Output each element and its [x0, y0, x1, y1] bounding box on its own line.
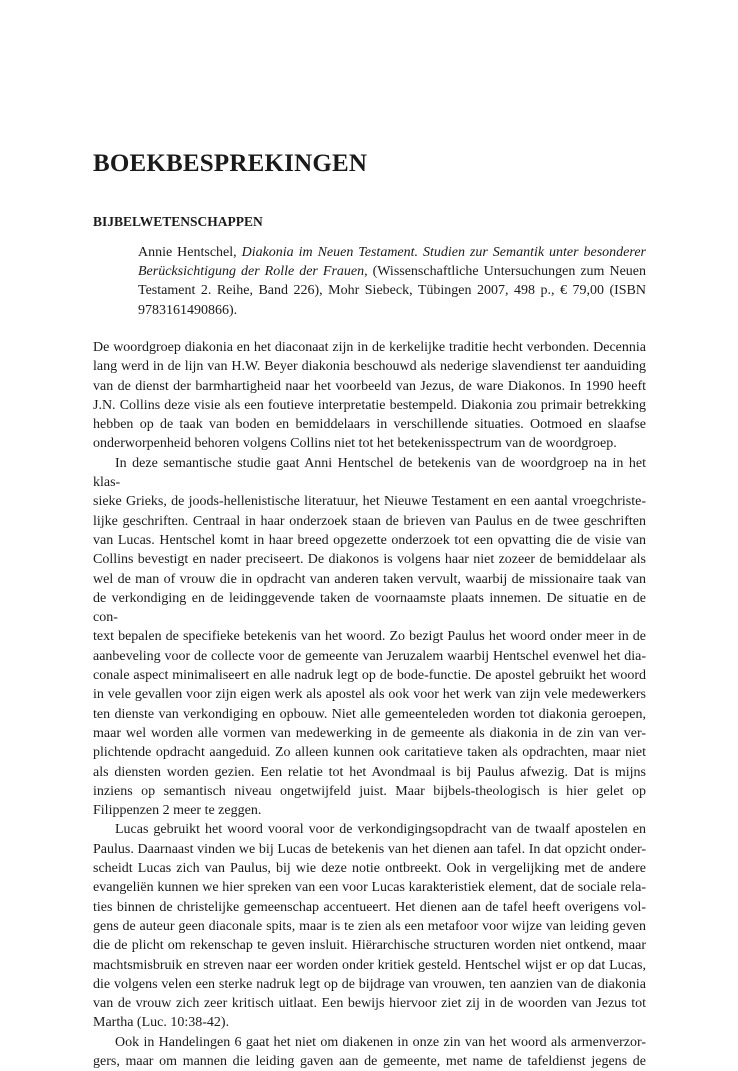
- body-line: in vele gevallen voor zijn eigen werk als apostel als ook voor het werk van zijn vele medewerkers: [93, 687, 646, 703]
- body-line: lang werd in de lijn van H.W. Beyer diakonia beschouwd als nederige slavendienst ter aanduiding: [93, 359, 646, 375]
- body-line: conale aspect minimaliseert en alle nadruk legt op de bode-functie. De apostel gebruikt het woord: [93, 668, 646, 684]
- body-line: inziens op semantisch niveau ongetwijfeld juist. Maar bijbels-theologisch is hier gelet op: [93, 783, 646, 799]
- citation-author: Annie Hentschel,: [138, 245, 242, 260]
- body-line: van de vrouw zich zeer kritisch uitlaat. Een bewijs hiervoor ziet zij in de woorden van Jezus tot: [93, 996, 646, 1012]
- body-line: die volgens velen een sterke nadruk legt op de bijdrage van vrouwen, ten aanzien van de diakonia: [93, 976, 646, 992]
- body-line: gens de auteur geen diaconale spits, maar is te zien als een metafoor voor wijze van leiding geven: [93, 918, 646, 934]
- body-line: De woordgroep diakonia en het diaconaat zijn in de kerkelijke traditie hecht verbonden. Decennia: [93, 340, 646, 355]
- citation-line: [138, 262, 646, 281]
- body-line: Martha (Luc. 10:38-42).: [93, 1015, 230, 1031]
- body-line: Collins bevestigt en nader preciseert. De diakonos is volgens haar niet zozeer de bemiddelaar als: [93, 552, 646, 568]
- body-line: Paulus. Daarnaast vinden we bij Lucas de betekenis van het dienen aan tafel. In dat opzicht onder-: [93, 841, 646, 857]
- review-body: [93, 338, 646, 1071]
- body-line: de verkondiging en de leidinggevende taken de voornaamste plaats innemen. De situatie en de con-: [93, 590, 646, 626]
- body-line: ten dienste van verkondiging en opbouw. Niet alle gemeenteleden worden tot diakonia geroepen,: [93, 706, 646, 722]
- body-line: In deze semantische studie gaat Anni Hentschel de betekenis van de woordgroep na in het klas-: [93, 455, 646, 491]
- body-line: Filippenzen 2 meer te zeggen.: [93, 803, 262, 819]
- section-title: BOEKBESPREKINGEN: [93, 150, 368, 177]
- body-line: text bepalen de specifieke betekenis van het woord. Zo bezigt Paulus het woord onder meer in de: [93, 629, 646, 645]
- citation-isbn: 9783161490866).: [138, 302, 238, 318]
- body-line: van Lucas. Hentschel komt in haar breed opgezette onderzoek tot een opvatting die de visie van: [93, 532, 646, 548]
- citation-series: , (Wissenschaftliche Untersuchungen zum Neuen: [364, 264, 646, 280]
- body-line: lijke geschriften. Centraal in haar onderzoek staan de brieven van Paulus en de twee geschriften: [93, 513, 646, 529]
- body-line: J.N. Collins deze visie als een foutieve interpretatie bestempeld. Diakonia zou primair betrekking: [93, 397, 646, 413]
- body-line: plichtende opdracht aangeduid. Zo alleen kunnen ook caritatieve taken als opdrachten, maar niet: [93, 745, 646, 761]
- body-line: evangeliën kunnen we hier spreken van een voor Lucas karakteristiek element, dat de sociale rela-: [93, 880, 646, 896]
- citation-title-part2: Berücksichtigung der Rolle der Frauen: [138, 264, 365, 280]
- book-citation: [138, 243, 646, 320]
- body-line: Lucas gebruikt het woord vooral voor de verkondigingsopdracht van de twaalf apostelen en: [115, 822, 646, 838]
- body-line: onderworpenheid behoren volgens Collins niet tot het betekenisspectrum van de woordgroep.: [93, 436, 617, 452]
- body-line: hebben op de taak van boden en bemiddelaars in verschillende situaties. Ootmoed en slaafse: [93, 417, 646, 433]
- body-line: Ook in Handelingen 6 gaat het niet om diakenen in onze zin van het woord als armenverzor-: [115, 1034, 646, 1050]
- body-line: aanbeveling voor de collecte voor de gemeente van Jeruzalem waarbij Hentschel evenwel het dia-: [93, 648, 646, 664]
- body-line: maar wel worden alle vormen van medewerking in de gemeente als diakonia in de zin van ver-: [93, 725, 646, 741]
- body-line: van de dienst der barmhartigheid naar het voorbeeld van Jezus, de ware Diakonos. In 1990 heeft: [93, 378, 646, 394]
- body-line: wel de man of vrouw die in opdracht van anderen taken vervult, waarbij de missionaire taak van: [93, 571, 646, 587]
- body-line: ties binnen de christelijke gemeenschap accentueert. Het dienen aan de tafel heeft overigens vol-: [93, 899, 646, 915]
- body-line: gers, maar om mannen die leiding gaven aan de gemeente, met name de tafeldienst jegens de: [93, 1053, 646, 1069]
- body-line: sieke Grieks, de joods-hellenistische literatuur, het Nieuwe Testament en een aantal vroegchriste-: [93, 494, 646, 510]
- subsection-title: BIJBELWETENSCHAPPEN: [93, 214, 263, 229]
- citation-line: [138, 243, 646, 262]
- body-line: machtsmisbruik en streven naar eer worden onder kritiek gesteld. Hentschel wijst er op dat Lucas,: [93, 957, 646, 973]
- body-line: scheidt Lucas zich van Paulus, bij wie deze notie ontbreekt. Ook in vergelijking met de andere: [93, 861, 646, 877]
- citation-title-part1: Diakonia im Neuen Testament. Studien zur Semantik unter besonderer: [241, 245, 646, 260]
- body-line: als diensten worden gezien. Een relatie tot het Avondmaal is bij Paulus afwezig. Dat is mijns: [93, 764, 646, 780]
- citation-publisher: Testament 2. Reihe, Band 226), Mohr Siebeck, Tübingen 2007, 498 p., € 79,00 (ISBN: [138, 283, 646, 299]
- body-line: die de plicht om rekenschap te geven insluit. Hiërarchische structuren worden niet ontkend, maar: [93, 938, 646, 954]
